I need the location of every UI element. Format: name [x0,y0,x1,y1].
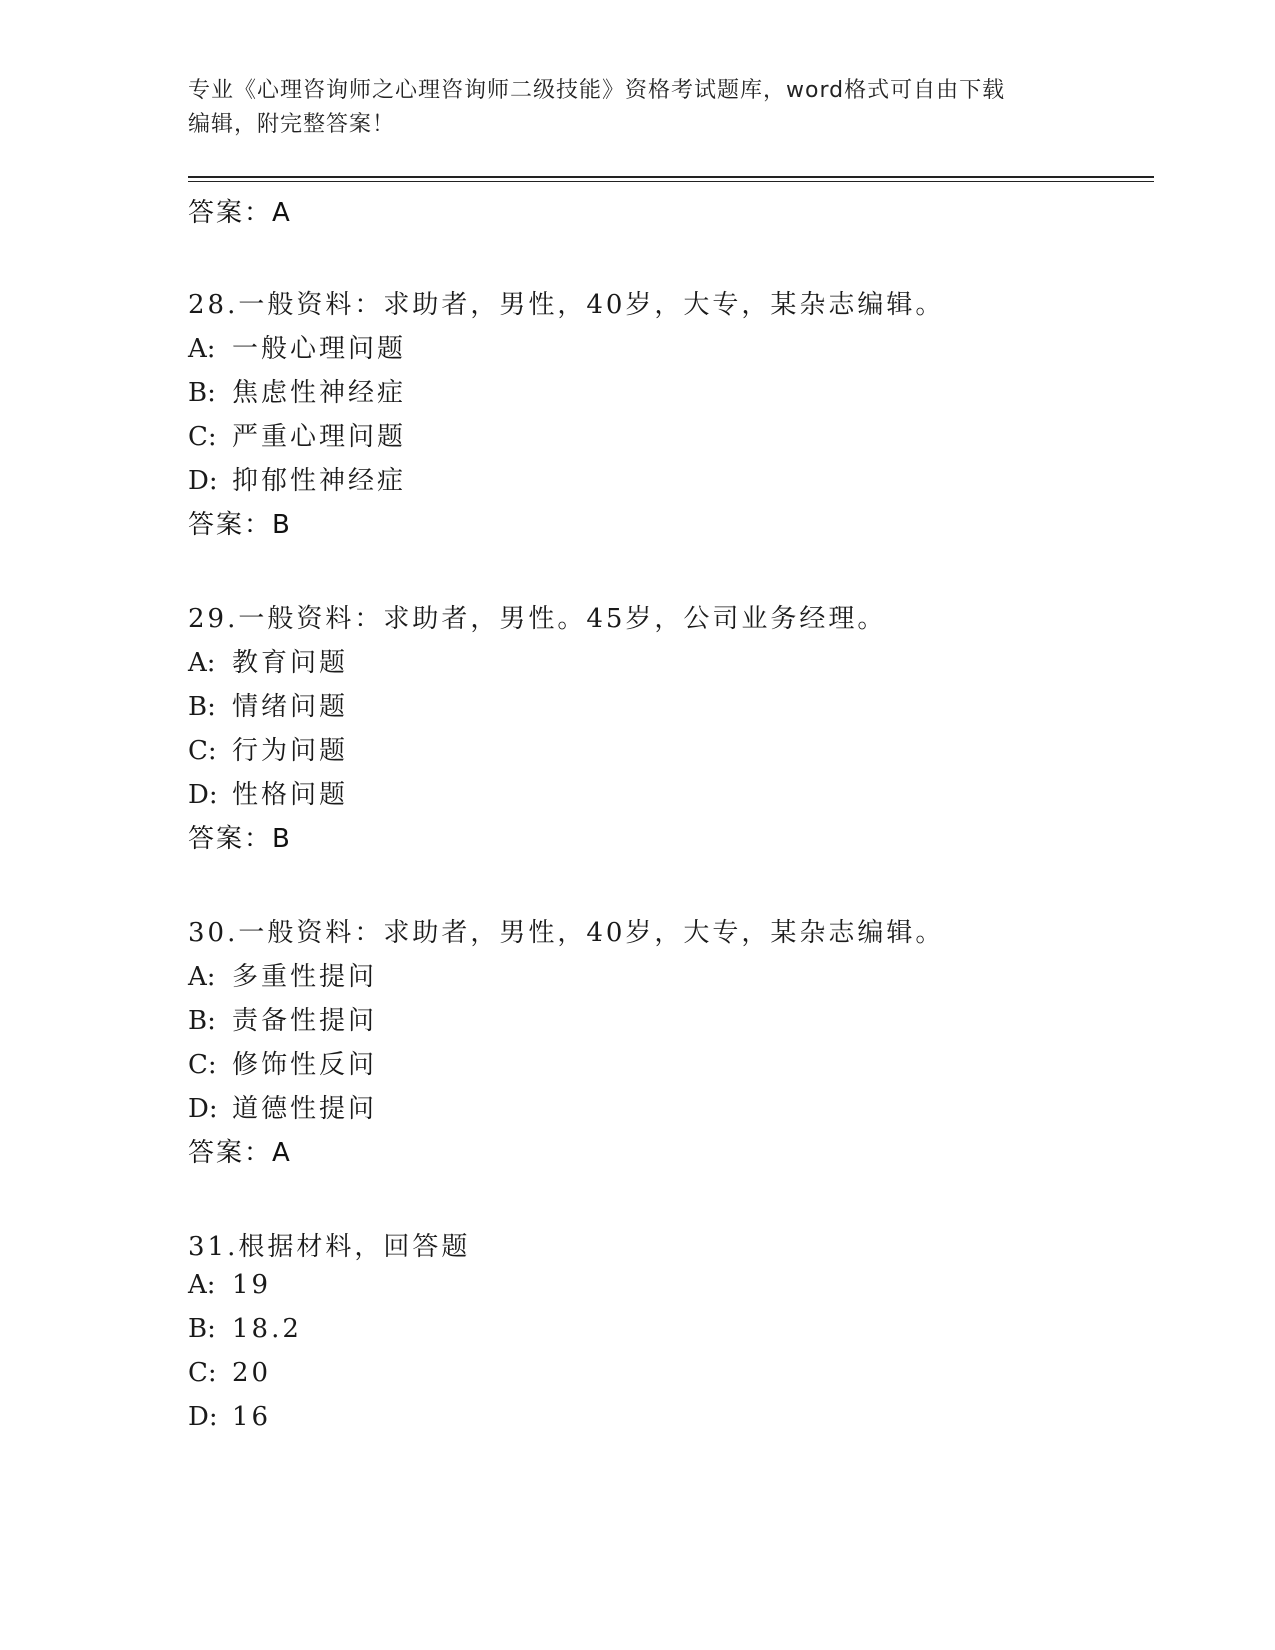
previous-answer: 答案：A [188,198,292,228]
option-label: C: [188,422,217,452]
document-header [188,74,1088,142]
question-stem: 30.一般资料：求助者，男性，40岁，大专，某杂志编辑。 [188,918,945,948]
option-text: 责备性提问 [232,1006,378,1036]
option-row [188,1402,271,1432]
option-label: C: [188,736,217,766]
option-label: B: [188,378,216,408]
option-row [188,730,348,767]
option-label: A: [188,648,216,678]
option-text: 20 [232,1358,272,1388]
option-row [188,1088,377,1125]
option-label: C: [188,1358,217,1388]
option-text: 性格问题 [232,780,349,810]
option-label: D: [188,1402,218,1432]
option-row [188,416,406,453]
option-row [188,956,377,993]
option-label: A: [188,1270,216,1300]
option-label: B: [188,1006,216,1036]
option-text: 教育问题 [232,648,349,678]
option-row [188,1314,302,1344]
question-stem: 28.一般资料：求助者，男性，40岁，大专，某杂志编辑。 [188,290,945,320]
option-row [188,642,348,679]
option-row [188,1358,271,1388]
option-text: 16 [232,1402,272,1432]
option-text: 抑郁性神经症 [232,466,407,496]
option-row [188,1270,271,1300]
answer-line: 答案：B [188,824,292,854]
answer-line: 答案：B [188,510,292,540]
option-text: 一般心理问题 [232,334,407,364]
option-label: A: [188,962,216,992]
question-stem: 29.一般资料：求助者，男性。45岁，公司业务经理。 [188,604,887,634]
option-label: D: [188,466,218,496]
option-row [188,460,406,497]
option-label: B: [188,692,216,722]
option-row [188,372,406,409]
option-label: B: [188,1314,216,1344]
option-text: 19 [232,1270,272,1300]
option-row [188,774,348,811]
option-label: D: [188,780,218,810]
option-label: C: [188,1050,217,1080]
header-line-2: 编辑，附完整答案！ [188,112,396,137]
option-text: 情绪问题 [232,692,349,722]
header-divider-thin [188,181,1154,182]
question-stem: 31.根据材料，回答题 [188,1232,471,1262]
option-text: 修饰性反问 [232,1050,378,1080]
option-text: 18.2 [232,1314,302,1344]
header-divider [188,176,1154,178]
option-text: 道德性提问 [232,1094,378,1124]
option-row [188,328,406,365]
option-row [188,1044,377,1081]
header-line-1: 专业《心理咨询师之心理咨询师二级技能》资格考试题库，word格式可自由下载 [188,78,1006,103]
option-text: 行为问题 [232,736,349,766]
option-row [188,686,348,723]
option-text: 严重心理问题 [232,422,407,452]
option-text: 焦虑性神经症 [232,378,407,408]
option-row [188,1000,377,1037]
option-label: D: [188,1094,218,1124]
option-text: 多重性提问 [232,962,378,992]
option-label: A: [188,334,216,364]
answer-line: 答案：A [188,1138,292,1168]
